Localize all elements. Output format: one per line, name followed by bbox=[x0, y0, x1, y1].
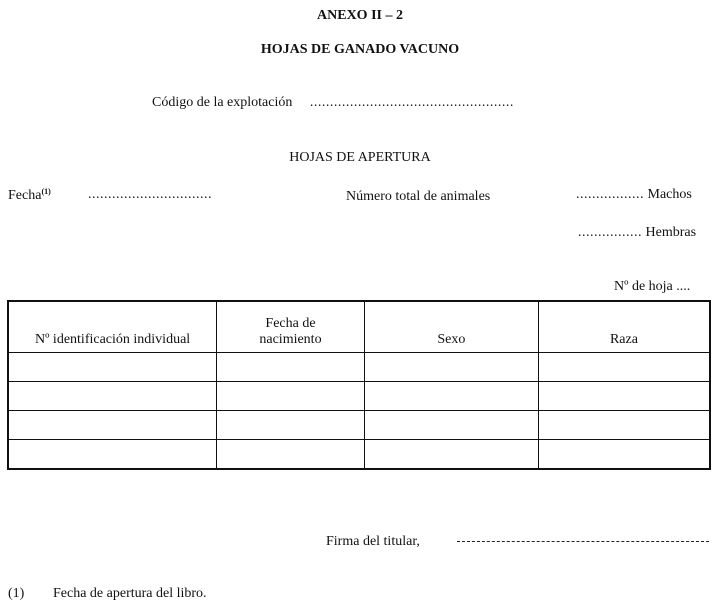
document-title: HOJAS DE GANADO VACUNO bbox=[260, 42, 460, 57]
animals-total-label: Número total de animales bbox=[346, 189, 491, 204]
table-cell[interactable] bbox=[8, 411, 217, 440]
footnote-text: Fecha de apertura del libro. bbox=[53, 586, 207, 601]
fecha-label bbox=[8, 187, 51, 204]
table-cell[interactable] bbox=[8, 382, 217, 411]
table-cell[interactable] bbox=[538, 353, 710, 382]
hembras-field[interactable]: ................ bbox=[578, 225, 642, 240]
table-cell[interactable] bbox=[217, 411, 365, 440]
table-cell[interactable] bbox=[217, 382, 365, 411]
signature-label: Firma del titular, bbox=[326, 534, 420, 549]
cattle-table bbox=[7, 300, 711, 470]
table-cell[interactable] bbox=[538, 440, 710, 470]
hembras-row bbox=[578, 225, 696, 241]
column-header-sex: Sexo bbox=[364, 301, 538, 353]
section-subtitle: HOJAS DE APERTURA bbox=[289, 150, 431, 165]
table-row bbox=[8, 440, 710, 470]
codigo-row bbox=[152, 95, 514, 111]
table-row bbox=[8, 353, 710, 382]
table-cell[interactable] bbox=[364, 411, 538, 440]
annex-heading: ANEXO II – 2 bbox=[317, 8, 403, 23]
hembras-label: Hembras bbox=[645, 225, 697, 240]
table-header-row bbox=[8, 301, 710, 353]
table-cell[interactable] bbox=[217, 353, 365, 382]
table-row bbox=[8, 411, 710, 440]
machos-label: Machos bbox=[647, 187, 692, 202]
signature-line[interactable] bbox=[457, 541, 709, 542]
table-cell[interactable] bbox=[538, 382, 710, 411]
table-row bbox=[8, 382, 710, 411]
column-header-birthdate-text: Fecha de nacimiento bbox=[259, 316, 322, 347]
fecha-field[interactable]: ............................... bbox=[88, 187, 212, 202]
table-cell[interactable] bbox=[538, 411, 710, 440]
table-cell[interactable] bbox=[364, 440, 538, 470]
fecha-label-text: Fecha bbox=[8, 188, 42, 203]
column-header-birthdate bbox=[217, 301, 365, 353]
table-cell[interactable] bbox=[8, 353, 217, 382]
sheet-number: Nº de hoja .... bbox=[614, 279, 691, 294]
column-header-id: Nº identificación individual bbox=[8, 301, 217, 353]
codigo-field[interactable]: ................................................... bbox=[309, 95, 514, 110]
codigo-label: Código de la explotación bbox=[152, 95, 293, 110]
column-header-breed: Raza bbox=[538, 301, 710, 353]
machos-row bbox=[576, 187, 692, 203]
footnote-mark: (1) bbox=[41, 187, 51, 196]
machos-field[interactable]: ................. bbox=[576, 187, 644, 202]
table-cell[interactable] bbox=[217, 440, 365, 470]
table-cell[interactable] bbox=[8, 440, 217, 470]
footnote-number: (1) bbox=[8, 586, 25, 601]
table-cell[interactable] bbox=[364, 353, 538, 382]
table-cell[interactable] bbox=[364, 382, 538, 411]
